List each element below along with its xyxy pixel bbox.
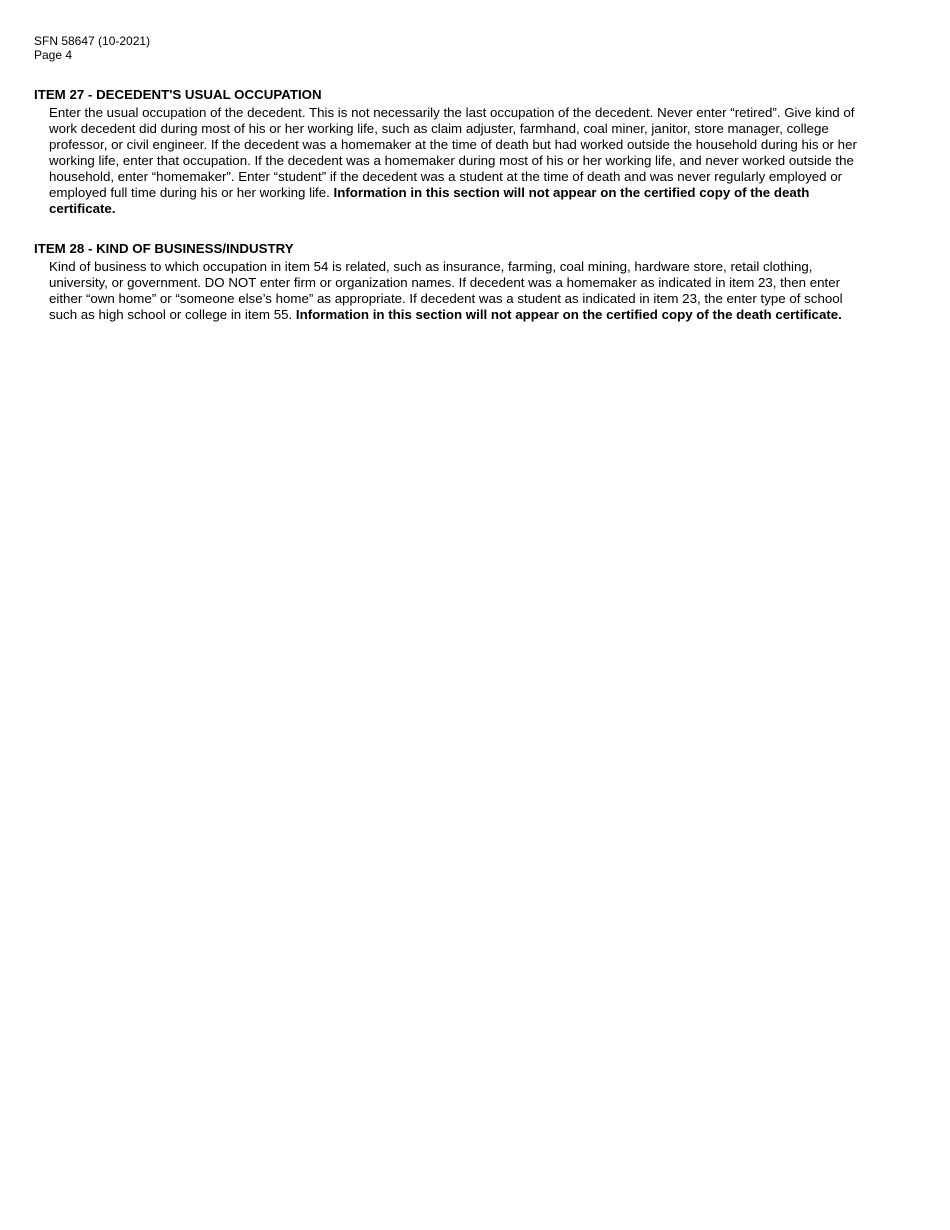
body-text: household, enter “homemaker”. Enter “student” if the decedent was a student at the time of death and was never regularly employed or bbox=[49, 169, 843, 184]
text-line bbox=[49, 275, 914, 291]
body-text: work decedent did during most of his or her working life, such as claim adjuster, farmhand, coal miner, janitor, store manager, college bbox=[49, 121, 829, 136]
body-text: either “own home” or “someone else’s home” as appropriate. If decedent was a student as indicated in item 23, the enter type of school bbox=[49, 291, 843, 306]
body-text: employed full time during his or her working life. bbox=[49, 185, 334, 200]
text-line bbox=[49, 121, 914, 137]
notice-text: certificate. bbox=[49, 201, 116, 216]
text-line bbox=[49, 259, 914, 275]
text-line bbox=[49, 201, 914, 217]
text-line bbox=[49, 105, 914, 121]
section-item-27 bbox=[34, 87, 914, 217]
text-line bbox=[49, 137, 914, 153]
body-text: university, or government. DO NOT enter firm or organization names. If decedent was a homemaker as indicated in item 23, then enter bbox=[49, 275, 841, 290]
body-text: professor, or civil engineer. If the decedent was a homemaker at the time of death but had worked outside the household during his or her bbox=[49, 137, 857, 152]
section-title: ITEM 27 - DECEDENT'S USUAL OCCUPATION bbox=[34, 87, 322, 102]
page-header bbox=[34, 34, 150, 62]
body-text: working life, enter that occupation. If the decedent was a homemaker during most of his or her working life, and never worked outside the bbox=[49, 153, 854, 168]
text-line bbox=[49, 307, 914, 323]
body-text: such as high school or college in item 55. bbox=[49, 307, 296, 322]
form-number: SFN 58647 (10-2021) bbox=[34, 34, 151, 48]
notice-text: Information in this section will not appear on the certified copy of the death certificate. bbox=[295, 307, 842, 322]
body-text: Enter the usual occupation of the decedent. This is not necessarily the last occupation of the decedent. Never enter “retired”. Give kind of bbox=[49, 105, 855, 120]
section-body bbox=[49, 105, 914, 217]
section-title: ITEM 28 - KIND OF BUSINESS/INDUSTRY bbox=[34, 241, 294, 256]
text-line bbox=[49, 169, 914, 185]
text-line bbox=[49, 153, 914, 169]
body-text: Kind of business to which occupation in item 54 is related, such as insurance, farming, coal mining, hardware store, retail clothing, bbox=[49, 259, 813, 274]
section-item-28 bbox=[34, 241, 914, 323]
page-number: Page 4 bbox=[34, 48, 73, 62]
text-line bbox=[49, 291, 914, 307]
text-line bbox=[49, 185, 914, 201]
notice-text: Information in this section will not appear on the certified copy of the death bbox=[333, 185, 810, 200]
section-body bbox=[49, 259, 914, 323]
